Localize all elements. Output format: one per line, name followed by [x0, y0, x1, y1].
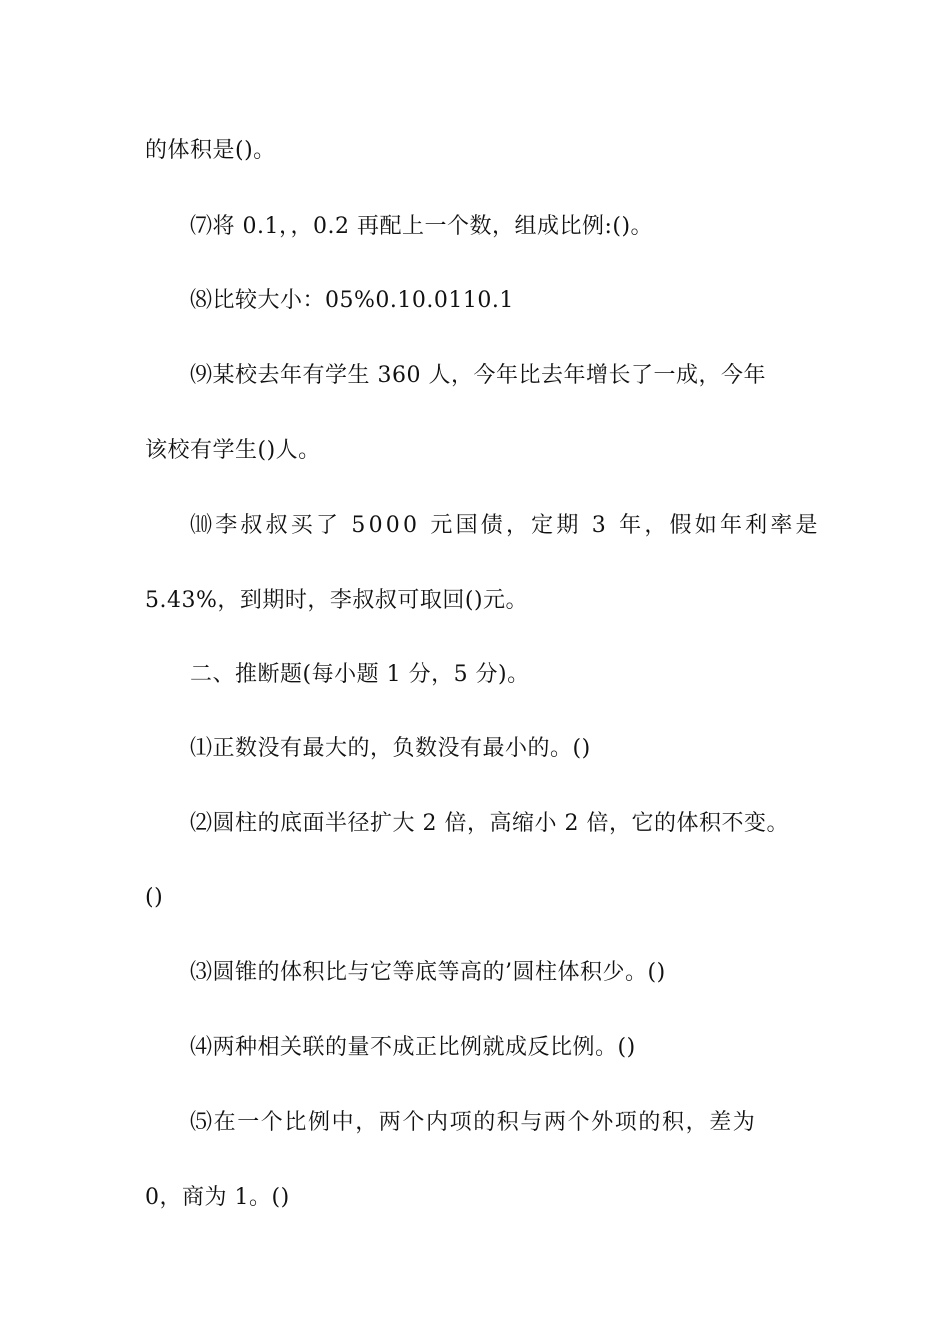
judgment-2: ⑵圆柱的底面半径扩大 2 倍，高缩小 2 倍，它的体积不变。 [190, 811, 789, 836]
judgment-5: ⑸在一个比例中，两个内项的积与两个外项的积，差为 [190, 1110, 757, 1135]
question-8: ⑻比较大小：05%0.10.0110.1 [190, 288, 514, 313]
question-10: ⑽李叔叔买了 5000 元国债，定期 3 年，假如年利率是 [190, 513, 821, 538]
judgment-2-continued: () [145, 885, 164, 910]
question-9-continued: 该校有学生()人。 [145, 438, 321, 463]
section-heading-judgment: 二、推断题(每小题 1 分，5 分)。 [190, 662, 530, 687]
text-line-volume-answer: 的体积是()。 [145, 138, 276, 163]
question-7: ⑺将 0.1，，0.2 再配上一个数，组成比例:()。 [190, 214, 654, 239]
question-10-continued: 5.43%，到期时，李叔叔可取回()元。 [145, 588, 529, 613]
judgment-3: ⑶圆锥的体积比与它等底等高的’圆柱体积少。() [190, 960, 666, 985]
question-9: ⑼某校去年有学生 360 人，今年比去年增长了一成，今年 [190, 363, 766, 388]
judgment-1: ⑴正数没有最大的，负数没有最小的。() [190, 736, 591, 761]
judgment-5-continued: 0，商为 1。() [145, 1185, 290, 1210]
judgment-4: ⑷两种相关联的量不成正比例就成反比例。() [190, 1035, 636, 1060]
